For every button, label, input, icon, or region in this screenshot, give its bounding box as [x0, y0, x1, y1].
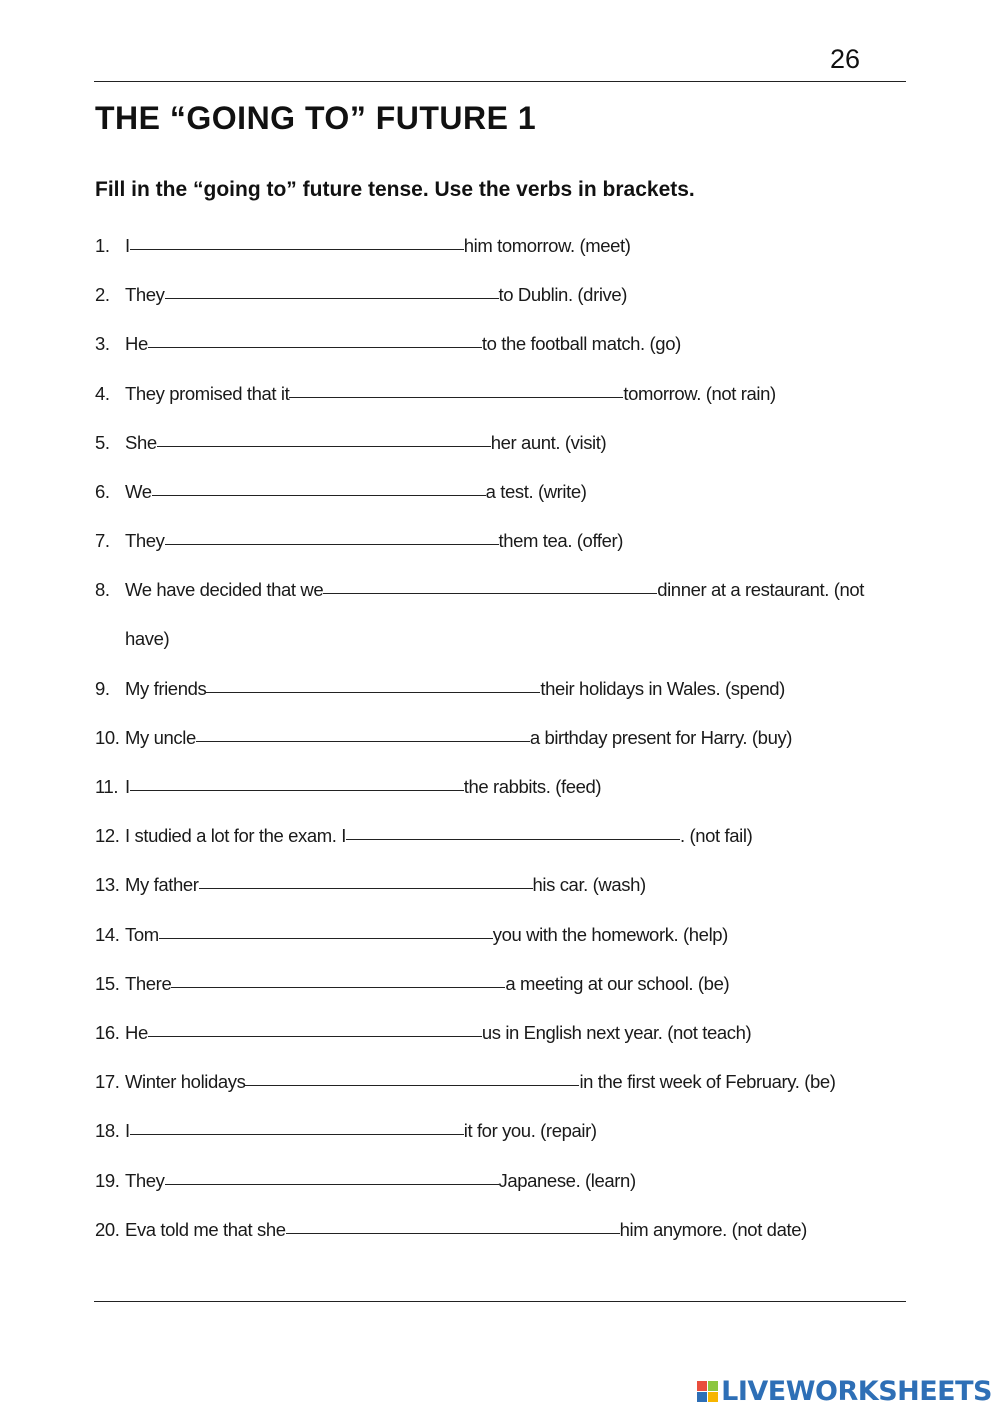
item-number: 10. — [95, 726, 120, 748]
item-number: 8. — [95, 579, 110, 601]
item-text-before: I — [125, 235, 130, 256]
item-number: 16. — [95, 1022, 120, 1044]
exercise-item — [95, 1213, 915, 1262]
exercise-item — [95, 1114, 915, 1163]
answer-blank[interactable] — [165, 297, 499, 299]
answer-blank[interactable] — [148, 1035, 482, 1037]
answer-blank[interactable] — [199, 887, 533, 889]
item-text-before: She — [125, 431, 157, 453]
item-text-before: They — [125, 284, 165, 306]
item-text-after: him anymore. (not date) — [619, 1218, 807, 1240]
logo-square — [697, 1381, 707, 1391]
answer-blank[interactable] — [346, 838, 680, 840]
exercise-item — [95, 672, 915, 721]
logo-text: LIVEWORKSHEETS — [721, 1376, 992, 1407]
item-text-before: My uncle — [125, 726, 196, 748]
item-text-before: Tom — [125, 923, 159, 945]
item-text-before: Winter holidays — [125, 1071, 246, 1093]
item-text-after: to Dublin. (drive) — [498, 284, 628, 306]
item-text-after: it for you. (repair) — [463, 1120, 597, 1142]
item-number: 20. — [95, 1218, 120, 1240]
answer-blank[interactable] — [130, 248, 464, 250]
exercise-item — [95, 327, 915, 376]
item-text-before: My friends — [125, 677, 207, 699]
exercise-item — [95, 918, 915, 967]
item-number: 18. — [95, 1120, 120, 1142]
exercise-item — [95, 868, 915, 917]
logo-square — [708, 1392, 718, 1402]
exercise-item — [95, 426, 915, 475]
item-text-before: He — [125, 1022, 148, 1044]
item-text-after: to the football match. (go) — [481, 333, 681, 355]
exercise-item — [95, 475, 915, 524]
exercise-item — [95, 1065, 915, 1114]
item-number: 5. — [95, 431, 110, 453]
item-text-after: . (not fail) — [680, 825, 753, 847]
exercise-item — [95, 1164, 915, 1213]
item-text-before: He — [125, 333, 148, 355]
answer-blank[interactable] — [245, 1084, 579, 1086]
item-number: 4. — [95, 382, 110, 404]
item-text-before: I — [125, 776, 130, 798]
answer-blank[interactable] — [289, 396, 623, 398]
item-number: 7. — [95, 530, 110, 552]
item-number: 9. — [95, 677, 110, 699]
item-text-before: I studied a lot for the exam. I — [125, 825, 347, 847]
answer-blank[interactable] — [206, 691, 540, 693]
answer-blank[interactable] — [323, 592, 657, 594]
answer-blank[interactable] — [159, 937, 493, 939]
answer-blank[interactable] — [286, 1232, 620, 1234]
header-rule — [94, 81, 906, 82]
item-number: 2. — [95, 284, 110, 306]
exercise-item — [95, 229, 915, 278]
item-text-after: her aunt. (visit) — [490, 431, 607, 453]
answer-blank[interactable] — [165, 1183, 499, 1185]
exercise-item — [95, 278, 915, 327]
answer-blank[interactable] — [165, 543, 499, 545]
exercise-item — [95, 524, 915, 573]
logo-square — [708, 1381, 718, 1391]
answer-blank[interactable] — [157, 445, 491, 447]
item-number: 13. — [95, 874, 120, 896]
item-text-after: a meeting at our school. (be) — [505, 972, 730, 994]
exercise-item — [95, 967, 915, 1016]
item-text-before: We — [125, 480, 152, 502]
footer-rule — [94, 1301, 906, 1302]
item-number: 11. — [95, 776, 119, 798]
exercise-item — [95, 721, 915, 770]
answer-blank[interactable] — [130, 1133, 464, 1135]
exercise-item — [95, 770, 915, 819]
item-text-after: tomorrow. (not rain) — [623, 382, 776, 404]
item-text-before: They — [125, 1169, 165, 1191]
item-text-after: a test. (write) — [485, 480, 587, 502]
item-text-before: We have decided that we — [125, 579, 324, 601]
item-number: 14. — [95, 923, 120, 945]
item-text-before: I — [125, 1120, 130, 1142]
item-number: 17. — [95, 1071, 120, 1093]
answer-blank[interactable] — [148, 346, 482, 348]
item-text-continuation: have) — [125, 628, 170, 650]
answer-blank[interactable] — [196, 740, 530, 742]
item-text-before: They promised that it — [125, 382, 290, 404]
item-number: 1. — [95, 235, 110, 256]
item-number: 15. — [95, 972, 120, 994]
item-text-before: They — [125, 530, 165, 552]
page-number: 26 — [829, 44, 860, 74]
item-text-after: the rabbits. (feed) — [463, 776, 602, 798]
item-number: 6. — [95, 480, 110, 502]
exercise-list — [95, 229, 915, 1262]
answer-blank[interactable] — [171, 986, 505, 988]
liveworksheets-logo-icon — [697, 1381, 718, 1402]
logo-square — [697, 1392, 707, 1402]
footer-logo — [697, 1376, 992, 1407]
item-text-after: their holidays in Wales. (spend) — [540, 677, 785, 699]
exercise-item — [95, 1016, 915, 1065]
item-text-before: My father — [125, 874, 199, 896]
item-number: 19. — [95, 1169, 120, 1191]
item-text-after: dinner at a restaurant. (not — [657, 579, 865, 601]
item-text-before: Eva told me that she — [125, 1218, 286, 1240]
item-text-after: us in English next year. (not teach) — [481, 1022, 752, 1044]
answer-blank[interactable] — [130, 789, 464, 791]
item-text-before: There — [125, 972, 172, 994]
worksheet-title: THE “GOING TO” FUTURE 1 — [95, 100, 537, 136]
item-text-after: you with the homework. (help) — [492, 923, 728, 945]
exercise-item — [95, 573, 915, 671]
item-number: 12. — [95, 825, 120, 847]
item-text-after: a birthday present for Harry. (buy) — [529, 726, 793, 748]
instructions: Fill in the “going to” future tense. Use the verbs in brackets. — [95, 178, 695, 201]
item-text-after: his car. (wash) — [532, 874, 646, 896]
item-number: 3. — [95, 333, 110, 355]
exercise-item — [95, 377, 915, 426]
item-text-after: Japanese. (learn) — [498, 1169, 636, 1191]
item-text-after: him tomorrow. (meet) — [463, 235, 631, 256]
item-text-after: in the first week of February. (be) — [579, 1071, 836, 1093]
item-text-after: them tea. (offer) — [498, 530, 624, 552]
exercise-item — [95, 819, 915, 868]
answer-blank[interactable] — [152, 494, 486, 496]
